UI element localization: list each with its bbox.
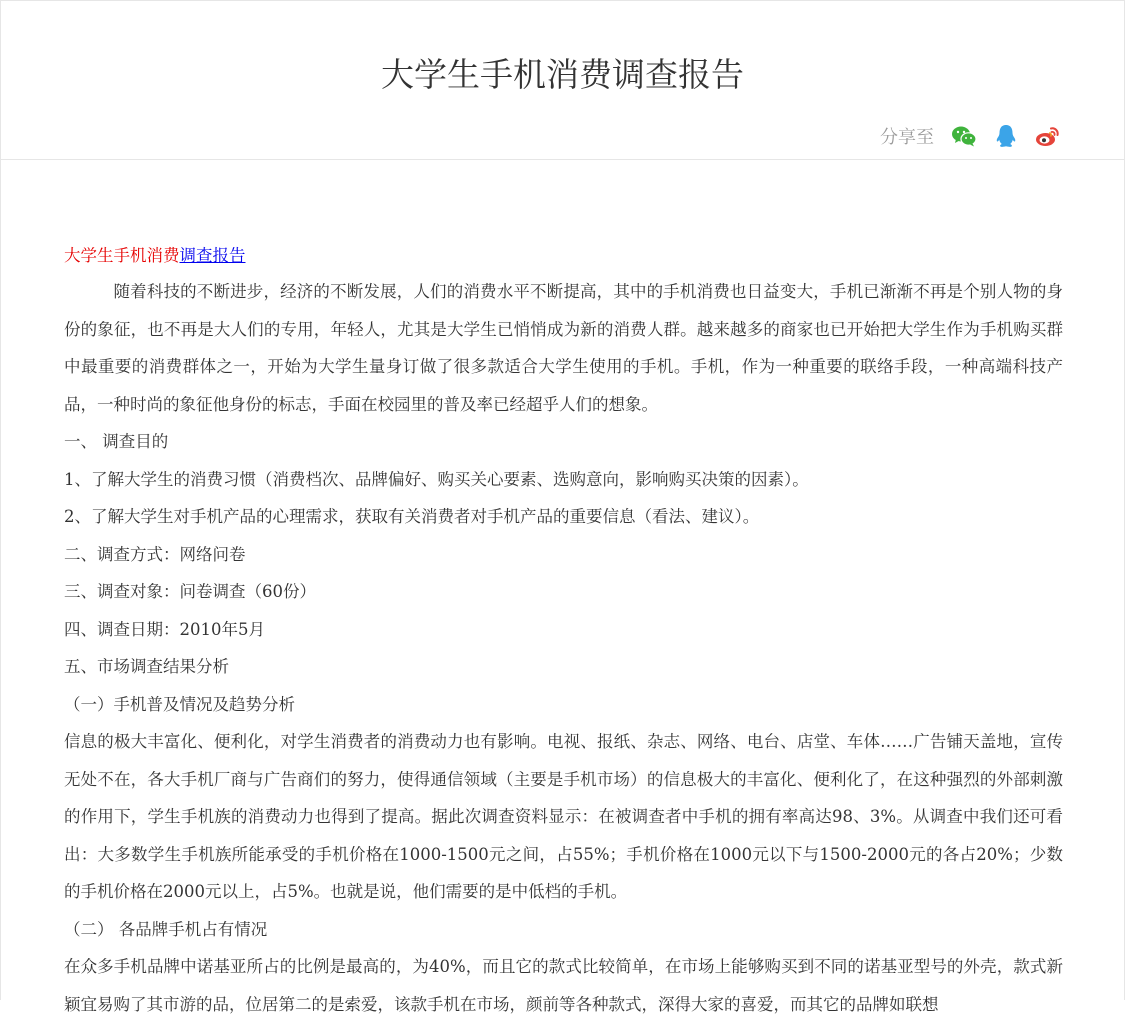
section-heading-1: 一、 调查目的 <box>64 432 169 451</box>
purpose-item-1: 1、了解大学生的消费习惯（消费档次、品牌偏好、购买关心要素、选购意向，影响购买决策的因素）。 <box>64 469 809 489</box>
section-heading-2: 二、调查方式：网络问卷 <box>64 544 246 564</box>
analysis-paragraph-2: 在众多手机品牌中诺基亚所占的比例是最高的，为40%，而且它的款式比较简单，在市场上能够购买到不同的诺基亚型号的外壳，款式新颖宜易购了其市游的品，位居第二的是索爱，该款手机在市场，颜前等各种款式，深得大家的喜爱，而其它的品牌如联想 <box>64 957 1063 1014</box>
section-heading-4: 四、调查日期：2010年5月 <box>64 619 265 639</box>
purpose-item-2: 2、了解大学生对手机产品的心理需求，获取有关消费者对手机产品的重要信息（看法、建议）。 <box>64 507 760 526</box>
article-lead <box>64 231 1063 273</box>
lead-link[interactable]: 调查报告 <box>179 246 246 265</box>
section-heading-5: 五、市场调查结果分析 <box>64 657 229 676</box>
page-title: 大学生手机消费调查报告 <box>381 55 744 94</box>
intro-paragraph: 随着科技的不断进步，经济的不断发展，人们的消费水平不断提高，其中的手机消费也日益变大，手机已渐渐不再是个别人物的身份的象征，也不再是大人们的专用，年轻人，尤其是大学生已悄悄成为新的消费人群。越来越多的商家也已开始把大学生作为手机购买群中最重要的消费群体之一，开始为大学生量身订做了很多款适合大学生使用的手机。手机，作为一种重要的联络手段，一种高端科技产品，一种时尚的象征他身份的标志，手面在校园里的普及率已经超乎人们的想象。 <box>64 282 1063 414</box>
weibo-icon[interactable] <box>1034 122 1062 150</box>
lead-red-text: 大学生手机消费 <box>64 246 180 265</box>
share-label: 分享至 <box>880 127 934 148</box>
subsection-heading-1: （一）手机普及情况及趋势分析 <box>64 694 295 714</box>
qq-icon[interactable] <box>992 122 1020 150</box>
subsection-heading-2: （二） 各品牌手机占有情况 <box>64 919 268 939</box>
article-header <box>1 1 1124 160</box>
section-heading-3: 三、调查对象：问卷调查（60份） <box>64 582 316 601</box>
wechat-icon[interactable] <box>950 122 978 150</box>
share-bar <box>880 121 1062 151</box>
article-body <box>64 231 1063 1023</box>
analysis-paragraph-1: 信息的极大丰富化、便利化，对学生消费者的消费动力也有影响。电视、报纸、杂志、网络、电台、店堂、车体……广告铺天盖地，宣传无处不在，各大手机厂商与广告商们的努力，使得通信领域（主要是手机市场）的信息极大的丰富化、便利化了，在这种强烈的外部刺激的作用下，学生手机族的消费动力也得到了提高。据此次调查资料显示：在被调查者中手机的拥有率高达98、3%。从调查中我们还可看出：大多数学生手机族所能承受的手机价格在1000-1500元之间，占55%；手机价格在1000元以下与1500-2000元的各占20%；少数的手机价格在2000元以上，占5%。也就是说，他们需要的是中低档的手机。 <box>64 732 1063 901</box>
